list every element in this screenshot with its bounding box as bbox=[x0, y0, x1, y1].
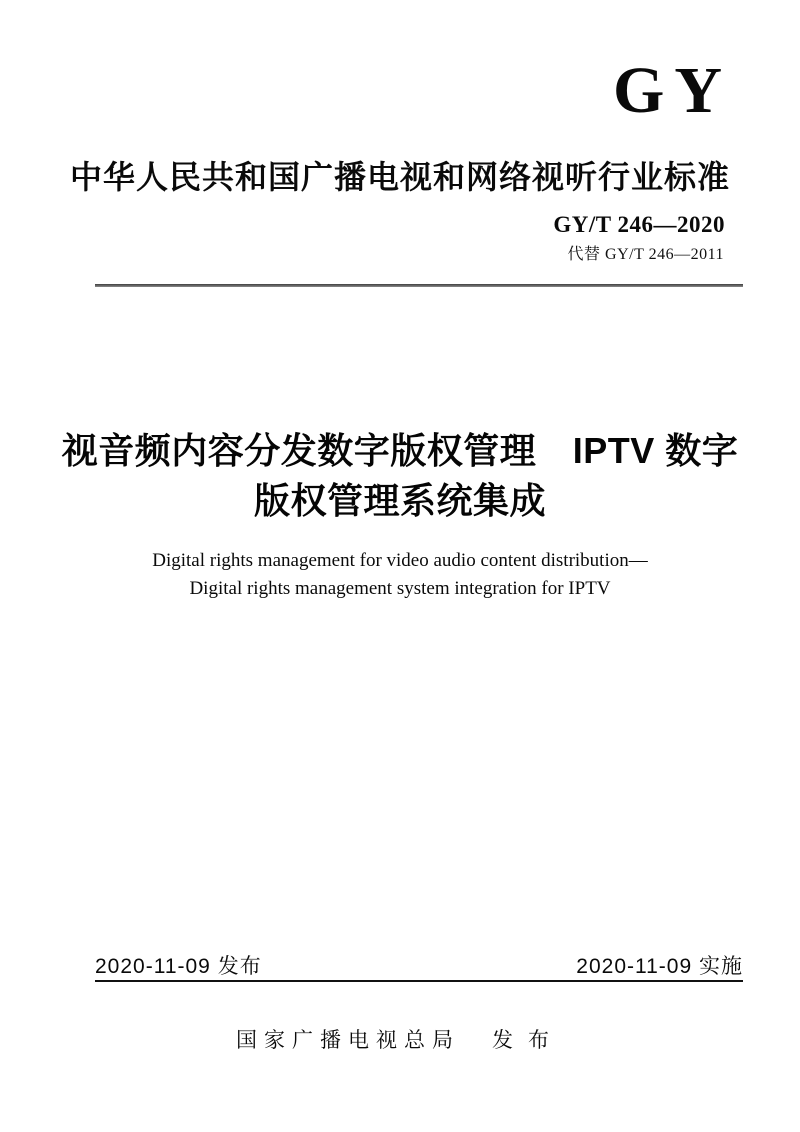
implementation-date: 2020-11-09 实施 bbox=[576, 955, 743, 978]
standard-title-cn-line2: 版权管理系统集成 bbox=[253, 480, 546, 521]
replaced-standard-note: 代替 GY/T 246—2011 bbox=[567, 246, 724, 263]
standard-category-title: 中华人民共和国广播电视和网络视听行业标准 bbox=[69, 159, 730, 195]
standard-title-en bbox=[0, 547, 800, 603]
header-divider bbox=[95, 284, 743, 287]
gy-logo: GY bbox=[613, 54, 732, 127]
issue-date: 2020-11-09 发布 bbox=[95, 955, 262, 978]
standard-title-en-line1: Digital rights management for video audio content distribution— bbox=[152, 550, 648, 571]
standard-title-cn-line1: 视音频内容分发数字版权管理 IPTV 数字 bbox=[61, 430, 739, 471]
standard-title-cn bbox=[0, 426, 800, 526]
standard-title-en-line2: Digital rights management system integration for IPTV bbox=[189, 578, 611, 599]
footer-divider bbox=[95, 980, 743, 982]
publisher-name: 国家广播电视总局 bbox=[236, 1029, 460, 1052]
dates-row bbox=[95, 955, 743, 979]
publish-label: 发布 bbox=[492, 1029, 564, 1052]
standard-number: GY/T 246—2020 bbox=[553, 212, 725, 237]
publisher-row bbox=[0, 1028, 800, 1054]
